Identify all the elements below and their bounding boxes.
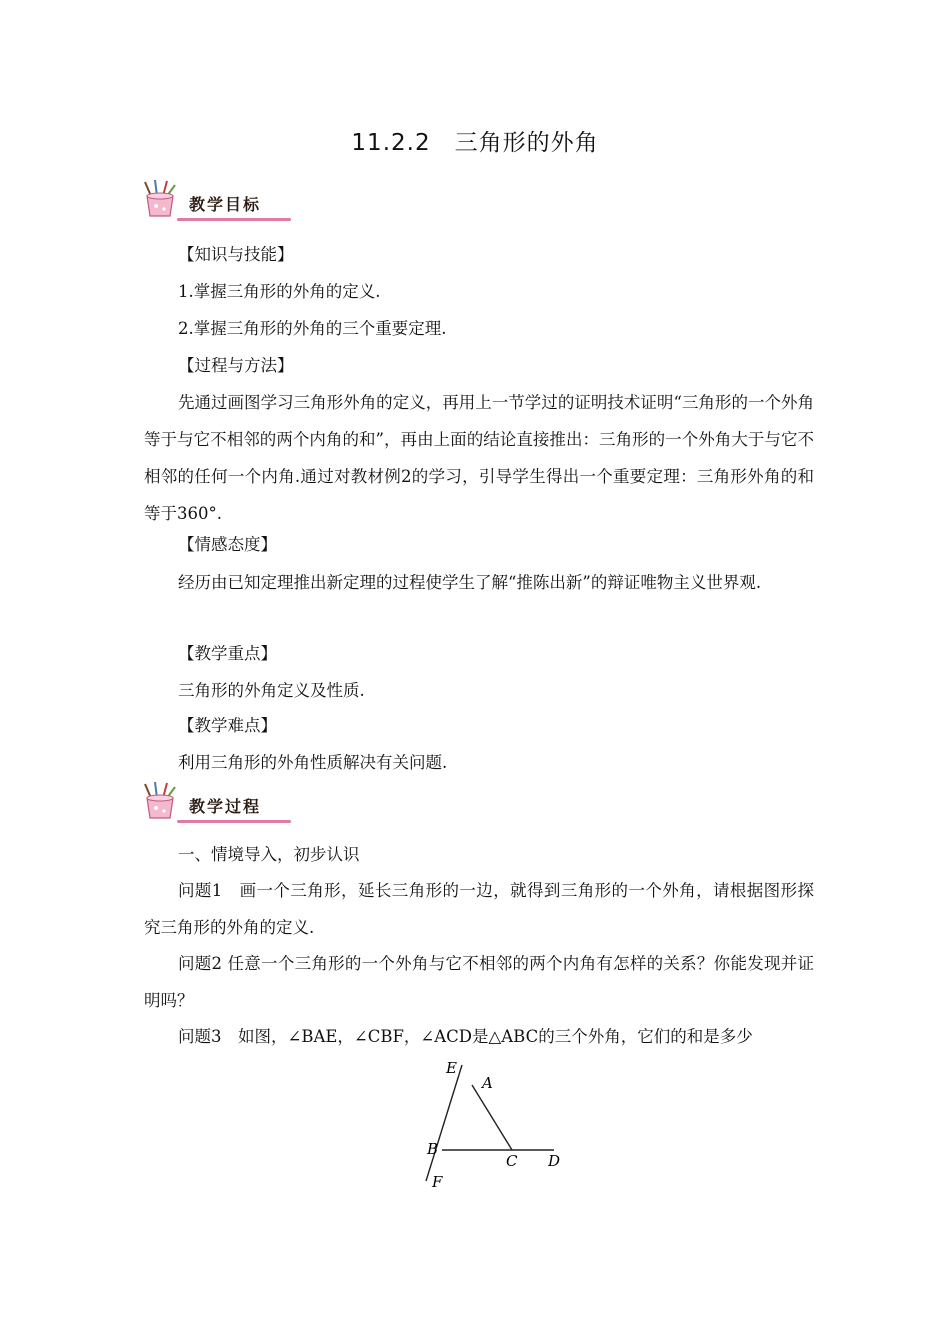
point-label-c: C: [506, 1152, 518, 1170]
pencil-cup-icon: [141, 180, 181, 220]
point-label-a: A: [482, 1074, 493, 1092]
method-paragraph: 先通过画图学习三角形外角的定义，再用上一节学过的证明技术证明“三角形的一个外角等于与它不相邻的两个内角的和”，再由上面的结论直接推出：三角形的一个外角大于与它不相邻的任何一个内角.通过对教材例2的学习，引导学生得出一个重要定理：三角形外角的和等于360°.: [144, 393, 814, 523]
point-label-b: B: [427, 1140, 439, 1158]
attitude-heading: 【情感态度】: [178, 535, 277, 554]
question-1: 问题1 画一个三角形，延长三角形的一边，就得到三角形的一个外角，请根据图形探究三角形的外角的定义.: [144, 881, 814, 937]
part-1-heading: 一、情境导入，初步认识: [178, 845, 360, 864]
triangle-figure: [412, 1055, 582, 1195]
segment-ac: [472, 1085, 512, 1150]
method-heading: 【过程与方法】: [178, 356, 294, 375]
page-title: 11.2.2 三角形的外角: [351, 130, 599, 156]
line-ebf: [426, 1065, 462, 1181]
section-title-objectives: 教学目标: [189, 195, 262, 214]
pencil-cup-icon: [141, 782, 181, 822]
key-point-text: 三角形的外角定义及性质.: [178, 681, 365, 700]
section-underline: [177, 218, 291, 221]
question-3: 问题3 如图，∠BAE，∠CBF，∠ACD是△ABC的三个外角，它们的和是多少: [178, 1027, 753, 1046]
section-underline: [177, 820, 291, 823]
knowledge-item-1: 1.掌握三角形的外角的定义.: [178, 282, 381, 301]
knowledge-heading: 【知识与技能】: [178, 245, 294, 264]
difficulty-heading: 【教学难点】: [178, 716, 277, 735]
section-title-process: 教学过程: [189, 797, 262, 816]
question-2: 问题2 任意一个三角形的一个外角与它不相邻的两个内角有怎样的关系？你能发现并证明吗？: [144, 954, 814, 1010]
key-point-heading: 【教学重点】: [178, 644, 277, 663]
point-label-d: D: [548, 1152, 561, 1170]
attitude-paragraph: 经历由已知定理推出新定理的过程使学生了解“推陈出新”的辩证唯物主义世界观.: [178, 573, 762, 592]
knowledge-item-2: 2.掌握三角形的外角的三个重要定理.: [178, 319, 447, 338]
point-label-f: F: [432, 1173, 443, 1191]
difficulty-text: 利用三角形的外角性质解决有关问题.: [178, 753, 448, 772]
point-label-e: E: [446, 1059, 457, 1077]
section-header-objectives: [141, 180, 291, 224]
section-header-process: [141, 782, 291, 826]
